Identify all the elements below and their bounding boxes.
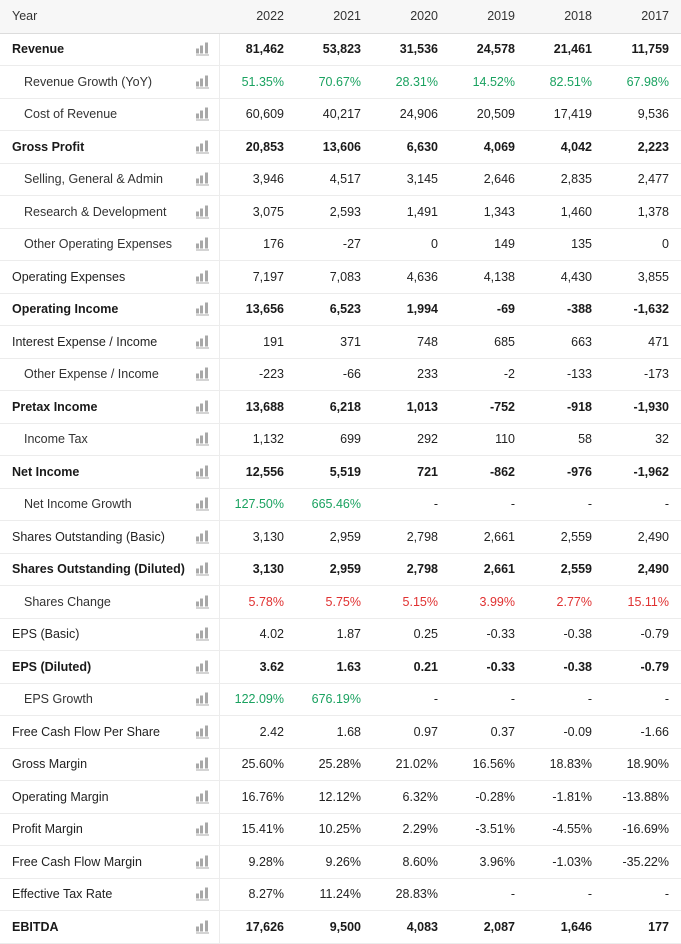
value-cell: 17,626 bbox=[219, 911, 296, 944]
table-row bbox=[0, 196, 681, 229]
value-cell: 6,218 bbox=[296, 391, 373, 424]
column-header-2019[interactable]: 2019 bbox=[450, 0, 527, 33]
value-cell: 4,069 bbox=[450, 131, 527, 164]
value-cell: 6.32% bbox=[373, 781, 450, 814]
value-cell: 1,491 bbox=[373, 196, 450, 229]
value-cell: 11.24% bbox=[296, 878, 373, 911]
row-label: Interest Expense / Income bbox=[12, 334, 158, 349]
value-cell: 9,536 bbox=[604, 98, 681, 131]
bar-chart-icon[interactable] bbox=[196, 823, 211, 836]
value-cell: 53,823 bbox=[296, 33, 373, 66]
bar-chart-icon[interactable] bbox=[196, 270, 211, 283]
value-cell: -0.33 bbox=[450, 618, 527, 651]
value-cell: -388 bbox=[527, 293, 604, 326]
value-cell: 6,630 bbox=[373, 131, 450, 164]
value-cell: 663 bbox=[527, 326, 604, 359]
value-cell: 3,130 bbox=[219, 521, 296, 554]
table-row bbox=[0, 618, 681, 651]
row-label-cell bbox=[0, 228, 219, 261]
row-label-cell bbox=[0, 586, 219, 619]
table-row bbox=[0, 716, 681, 749]
value-cell: - bbox=[373, 683, 450, 716]
row-label: Net Income bbox=[12, 464, 80, 479]
table-row bbox=[0, 358, 681, 391]
value-cell: 28.31% bbox=[373, 66, 450, 99]
row-label: Research & Development bbox=[24, 204, 167, 219]
value-cell: 149 bbox=[450, 228, 527, 261]
value-cell: 4,430 bbox=[527, 261, 604, 294]
value-cell: -0.09 bbox=[527, 716, 604, 749]
value-cell: - bbox=[604, 488, 681, 521]
table-row bbox=[0, 488, 681, 521]
value-cell: 2,477 bbox=[604, 163, 681, 196]
value-cell: 28.83% bbox=[373, 878, 450, 911]
value-cell: -1,930 bbox=[604, 391, 681, 424]
table-row bbox=[0, 98, 681, 131]
value-cell: 1.87 bbox=[296, 618, 373, 651]
row-label-cell bbox=[0, 391, 219, 424]
value-cell: 110 bbox=[450, 423, 527, 456]
value-cell: 1,013 bbox=[373, 391, 450, 424]
row-label: Cost of Revenue bbox=[24, 107, 118, 122]
value-cell: 5.75% bbox=[296, 586, 373, 619]
value-cell: 0.25 bbox=[373, 618, 450, 651]
row-label-cell bbox=[0, 131, 219, 164]
value-cell: -2 bbox=[450, 358, 527, 391]
table-row bbox=[0, 456, 681, 489]
value-cell: - bbox=[527, 488, 604, 521]
value-cell: 67.98% bbox=[604, 66, 681, 99]
row-label-cell bbox=[0, 716, 219, 749]
row-label: EPS (Diluted) bbox=[12, 659, 92, 674]
table-row bbox=[0, 66, 681, 99]
value-cell: 1,378 bbox=[604, 196, 681, 229]
value-cell: -0.33 bbox=[450, 651, 527, 684]
value-cell: -0.38 bbox=[527, 618, 604, 651]
row-label: Income Tax bbox=[24, 432, 88, 447]
value-cell: 233 bbox=[373, 358, 450, 391]
bar-chart-icon[interactable] bbox=[196, 173, 211, 186]
row-label-cell bbox=[0, 293, 219, 326]
value-cell: 31,536 bbox=[373, 33, 450, 66]
header-row bbox=[0, 0, 681, 33]
column-header-year[interactable]: Year bbox=[0, 0, 219, 33]
value-cell: 2,490 bbox=[604, 553, 681, 586]
bar-chart-icon[interactable] bbox=[196, 140, 211, 153]
column-header-2017[interactable]: 2017 bbox=[604, 0, 681, 33]
value-cell: 676.19% bbox=[296, 683, 373, 716]
value-cell: -918 bbox=[527, 391, 604, 424]
value-cell: 2,490 bbox=[604, 521, 681, 554]
value-cell: -4.55% bbox=[527, 813, 604, 846]
value-cell: - bbox=[604, 878, 681, 911]
bar-chart-icon[interactable] bbox=[196, 303, 211, 316]
value-cell: -976 bbox=[527, 456, 604, 489]
table-body bbox=[0, 33, 681, 943]
value-cell: - bbox=[450, 878, 527, 911]
row-label: Other Operating Expenses bbox=[24, 237, 172, 252]
value-cell: - bbox=[604, 683, 681, 716]
value-cell: 1,460 bbox=[527, 196, 604, 229]
row-label-cell bbox=[0, 781, 219, 814]
row-label: Net Income Growth bbox=[24, 497, 132, 512]
column-header-2021[interactable]: 2021 bbox=[296, 0, 373, 33]
value-cell: 14.52% bbox=[450, 66, 527, 99]
bar-chart-icon[interactable] bbox=[196, 920, 211, 933]
value-cell: 20,509 bbox=[450, 98, 527, 131]
value-cell: 9,500 bbox=[296, 911, 373, 944]
value-cell: 15.11% bbox=[604, 586, 681, 619]
bar-chart-icon[interactable] bbox=[196, 108, 211, 121]
row-label-cell bbox=[0, 163, 219, 196]
bar-chart-icon[interactable] bbox=[196, 335, 211, 348]
table-row bbox=[0, 651, 681, 684]
row-label: Revenue Growth (YoY) bbox=[24, 74, 153, 89]
value-cell: 2,646 bbox=[450, 163, 527, 196]
bar-chart-icon[interactable] bbox=[196, 368, 211, 381]
value-cell: 1,343 bbox=[450, 196, 527, 229]
value-cell: -0.38 bbox=[527, 651, 604, 684]
value-cell: 748 bbox=[373, 326, 450, 359]
bar-chart-icon[interactable] bbox=[196, 465, 211, 478]
value-cell: 3.62 bbox=[219, 651, 296, 684]
row-label: Shares Outstanding (Diluted) bbox=[12, 562, 185, 577]
value-cell: 4,138 bbox=[450, 261, 527, 294]
value-cell: 5,519 bbox=[296, 456, 373, 489]
value-cell: 16.76% bbox=[219, 781, 296, 814]
value-cell: -3.51% bbox=[450, 813, 527, 846]
value-cell: 1,132 bbox=[219, 423, 296, 456]
value-cell: 2.77% bbox=[527, 586, 604, 619]
value-cell: 40,217 bbox=[296, 98, 373, 131]
value-cell: - bbox=[450, 488, 527, 521]
row-label-cell bbox=[0, 423, 219, 456]
value-cell: 4,083 bbox=[373, 911, 450, 944]
row-label-cell bbox=[0, 878, 219, 911]
value-cell: 60,609 bbox=[219, 98, 296, 131]
row-label-cell bbox=[0, 358, 219, 391]
row-label: Gross Margin bbox=[12, 757, 88, 772]
value-cell: 24,578 bbox=[450, 33, 527, 66]
table-row bbox=[0, 293, 681, 326]
value-cell: 292 bbox=[373, 423, 450, 456]
value-cell: 721 bbox=[373, 456, 450, 489]
bar-chart-icon[interactable] bbox=[196, 790, 211, 803]
value-cell: 13,688 bbox=[219, 391, 296, 424]
table-row bbox=[0, 131, 681, 164]
table-row bbox=[0, 33, 681, 66]
column-header-2022[interactable]: 2022 bbox=[219, 0, 296, 33]
bar-chart-icon[interactable] bbox=[196, 43, 211, 56]
value-cell: 8.27% bbox=[219, 878, 296, 911]
value-cell: 13,656 bbox=[219, 293, 296, 326]
value-cell: 3,075 bbox=[219, 196, 296, 229]
value-cell: 5.15% bbox=[373, 586, 450, 619]
value-cell: -133 bbox=[527, 358, 604, 391]
row-label-cell bbox=[0, 846, 219, 879]
row-label: Other Expense / Income bbox=[24, 367, 159, 382]
row-label-cell bbox=[0, 488, 219, 521]
row-label: Revenue bbox=[12, 42, 65, 57]
bar-chart-icon[interactable] bbox=[196, 433, 211, 446]
value-cell: 3,130 bbox=[219, 553, 296, 586]
value-cell: 20,853 bbox=[219, 131, 296, 164]
row-label: EPS Growth bbox=[24, 692, 93, 707]
row-label: EPS (Basic) bbox=[12, 627, 80, 642]
table-row bbox=[0, 586, 681, 619]
row-label-cell bbox=[0, 326, 219, 359]
value-cell: 25.60% bbox=[219, 748, 296, 781]
table-row bbox=[0, 911, 681, 944]
value-cell: 135 bbox=[527, 228, 604, 261]
value-cell: 3,855 bbox=[604, 261, 681, 294]
column-header-2020[interactable]: 2020 bbox=[373, 0, 450, 33]
value-cell: 122.09% bbox=[219, 683, 296, 716]
row-label-cell bbox=[0, 748, 219, 781]
row-label: EBITDA bbox=[12, 919, 59, 934]
row-label: Operating Expenses bbox=[12, 269, 126, 284]
row-label-cell bbox=[0, 683, 219, 716]
value-cell: 2,959 bbox=[296, 553, 373, 586]
value-cell: 665.46% bbox=[296, 488, 373, 521]
value-cell: -13.88% bbox=[604, 781, 681, 814]
value-cell: 4,636 bbox=[373, 261, 450, 294]
bar-chart-icon[interactable] bbox=[196, 693, 211, 706]
value-cell: 32 bbox=[604, 423, 681, 456]
row-label-cell bbox=[0, 618, 219, 651]
value-cell: 1.63 bbox=[296, 651, 373, 684]
value-cell: 15.41% bbox=[219, 813, 296, 846]
value-cell: 6,523 bbox=[296, 293, 373, 326]
value-cell: 685 bbox=[450, 326, 527, 359]
value-cell: -223 bbox=[219, 358, 296, 391]
row-label: Gross Profit bbox=[12, 139, 85, 154]
table-row bbox=[0, 781, 681, 814]
bar-chart-icon[interactable] bbox=[196, 498, 211, 511]
value-cell: 5.78% bbox=[219, 586, 296, 619]
value-cell: -1.03% bbox=[527, 846, 604, 879]
value-cell: 2,559 bbox=[527, 521, 604, 554]
value-cell: 18.90% bbox=[604, 748, 681, 781]
row-label: Shares Change bbox=[24, 594, 111, 609]
value-cell: -862 bbox=[450, 456, 527, 489]
table-row bbox=[0, 553, 681, 586]
table-row bbox=[0, 813, 681, 846]
table-row bbox=[0, 683, 681, 716]
row-label: Free Cash Flow Margin bbox=[12, 854, 142, 869]
value-cell: 24,906 bbox=[373, 98, 450, 131]
value-cell: 3.96% bbox=[450, 846, 527, 879]
table-row bbox=[0, 163, 681, 196]
table-row bbox=[0, 748, 681, 781]
bar-chart-icon[interactable] bbox=[196, 888, 211, 901]
value-cell: 9.26% bbox=[296, 846, 373, 879]
value-cell: 4,042 bbox=[527, 131, 604, 164]
value-cell: -1.81% bbox=[527, 781, 604, 814]
value-cell: 4.02 bbox=[219, 618, 296, 651]
value-cell: 191 bbox=[219, 326, 296, 359]
table-row bbox=[0, 326, 681, 359]
value-cell: -69 bbox=[450, 293, 527, 326]
value-cell: 127.50% bbox=[219, 488, 296, 521]
value-cell: 1.68 bbox=[296, 716, 373, 749]
value-cell: - bbox=[527, 683, 604, 716]
value-cell: 7,083 bbox=[296, 261, 373, 294]
value-cell: 2.29% bbox=[373, 813, 450, 846]
row-label-cell bbox=[0, 521, 219, 554]
value-cell: 2.42 bbox=[219, 716, 296, 749]
value-cell: 2,798 bbox=[373, 521, 450, 554]
value-cell: 51.35% bbox=[219, 66, 296, 99]
bar-chart-icon[interactable] bbox=[196, 238, 211, 251]
row-label: Selling, General & Admin bbox=[24, 172, 163, 187]
row-label-cell bbox=[0, 813, 219, 846]
row-label-cell bbox=[0, 98, 219, 131]
value-cell: -1,962 bbox=[604, 456, 681, 489]
value-cell: -0.28% bbox=[450, 781, 527, 814]
value-cell: 2,087 bbox=[450, 911, 527, 944]
value-cell: 471 bbox=[604, 326, 681, 359]
value-cell: 10.25% bbox=[296, 813, 373, 846]
bar-chart-icon[interactable] bbox=[196, 758, 211, 771]
value-cell: 7,197 bbox=[219, 261, 296, 294]
value-cell: 18.83% bbox=[527, 748, 604, 781]
row-label: Free Cash Flow Per Share bbox=[12, 724, 160, 739]
column-header-2018[interactable]: 2018 bbox=[527, 0, 604, 33]
value-cell: 12.12% bbox=[296, 781, 373, 814]
value-cell: 0.21 bbox=[373, 651, 450, 684]
value-cell: -1,632 bbox=[604, 293, 681, 326]
bar-chart-icon[interactable] bbox=[196, 628, 211, 641]
value-cell: -27 bbox=[296, 228, 373, 261]
value-cell: - bbox=[527, 878, 604, 911]
table-row bbox=[0, 423, 681, 456]
table-row bbox=[0, 228, 681, 261]
table-row bbox=[0, 521, 681, 554]
value-cell: 2,959 bbox=[296, 521, 373, 554]
value-cell: 70.67% bbox=[296, 66, 373, 99]
value-cell: 1,646 bbox=[527, 911, 604, 944]
value-cell: 3,946 bbox=[219, 163, 296, 196]
value-cell: 3,145 bbox=[373, 163, 450, 196]
value-cell: 2,661 bbox=[450, 553, 527, 586]
value-cell: 699 bbox=[296, 423, 373, 456]
value-cell: 16.56% bbox=[450, 748, 527, 781]
row-label-cell bbox=[0, 553, 219, 586]
value-cell: 13,606 bbox=[296, 131, 373, 164]
table-header bbox=[0, 0, 681, 33]
table-row bbox=[0, 261, 681, 294]
value-cell: -1.66 bbox=[604, 716, 681, 749]
bar-chart-icon[interactable] bbox=[196, 725, 211, 738]
row-label: Profit Margin bbox=[12, 822, 83, 837]
value-cell: -16.69% bbox=[604, 813, 681, 846]
row-label: Effective Tax Rate bbox=[12, 887, 113, 902]
row-label-cell bbox=[0, 66, 219, 99]
row-label-cell bbox=[0, 651, 219, 684]
row-label-cell bbox=[0, 196, 219, 229]
value-cell: 58 bbox=[527, 423, 604, 456]
value-cell: 9.28% bbox=[219, 846, 296, 879]
bar-chart-icon[interactable] bbox=[196, 563, 211, 576]
row-label-cell bbox=[0, 911, 219, 944]
value-cell: 371 bbox=[296, 326, 373, 359]
bar-chart-icon[interactable] bbox=[196, 205, 211, 218]
value-cell: 0.97 bbox=[373, 716, 450, 749]
value-cell: -66 bbox=[296, 358, 373, 391]
value-cell: -0.79 bbox=[604, 618, 681, 651]
value-cell: 1,994 bbox=[373, 293, 450, 326]
value-cell: 3.99% bbox=[450, 586, 527, 619]
value-cell: 177 bbox=[604, 911, 681, 944]
table-row bbox=[0, 846, 681, 879]
table-row bbox=[0, 878, 681, 911]
value-cell: - bbox=[450, 683, 527, 716]
value-cell: 8.60% bbox=[373, 846, 450, 879]
value-cell: 21.02% bbox=[373, 748, 450, 781]
value-cell: 2,798 bbox=[373, 553, 450, 586]
value-cell: 17,419 bbox=[527, 98, 604, 131]
value-cell: 2,223 bbox=[604, 131, 681, 164]
value-cell: -35.22% bbox=[604, 846, 681, 879]
value-cell: 0 bbox=[373, 228, 450, 261]
row-label-cell bbox=[0, 456, 219, 489]
value-cell: -752 bbox=[450, 391, 527, 424]
value-cell: 2,835 bbox=[527, 163, 604, 196]
value-cell: - bbox=[373, 488, 450, 521]
value-cell: 0 bbox=[604, 228, 681, 261]
value-cell: 11,759 bbox=[604, 33, 681, 66]
value-cell: 2,661 bbox=[450, 521, 527, 554]
row-label-cell bbox=[0, 261, 219, 294]
value-cell: 25.28% bbox=[296, 748, 373, 781]
value-cell: 2,593 bbox=[296, 196, 373, 229]
row-label: Operating Margin bbox=[12, 789, 109, 804]
value-cell: 82.51% bbox=[527, 66, 604, 99]
value-cell: 176 bbox=[219, 228, 296, 261]
row-label: Shares Outstanding (Basic) bbox=[12, 529, 165, 544]
value-cell: 4,517 bbox=[296, 163, 373, 196]
value-cell: 0.37 bbox=[450, 716, 527, 749]
table-row bbox=[0, 391, 681, 424]
bar-chart-icon[interactable] bbox=[196, 855, 211, 868]
value-cell: 21,461 bbox=[527, 33, 604, 66]
row-label-cell bbox=[0, 33, 219, 66]
bar-chart-icon[interactable] bbox=[196, 530, 211, 543]
row-label: Pretax Income bbox=[12, 399, 98, 414]
row-label: Operating Income bbox=[12, 302, 119, 317]
bar-chart-icon[interactable] bbox=[196, 660, 211, 673]
value-cell: -0.79 bbox=[604, 651, 681, 684]
value-cell: 2,559 bbox=[527, 553, 604, 586]
value-cell: 81,462 bbox=[219, 33, 296, 66]
bar-chart-icon[interactable] bbox=[196, 75, 211, 88]
value-cell: 12,556 bbox=[219, 456, 296, 489]
bar-chart-icon[interactable] bbox=[196, 595, 211, 608]
bar-chart-icon[interactable] bbox=[196, 400, 211, 413]
value-cell: -173 bbox=[604, 358, 681, 391]
